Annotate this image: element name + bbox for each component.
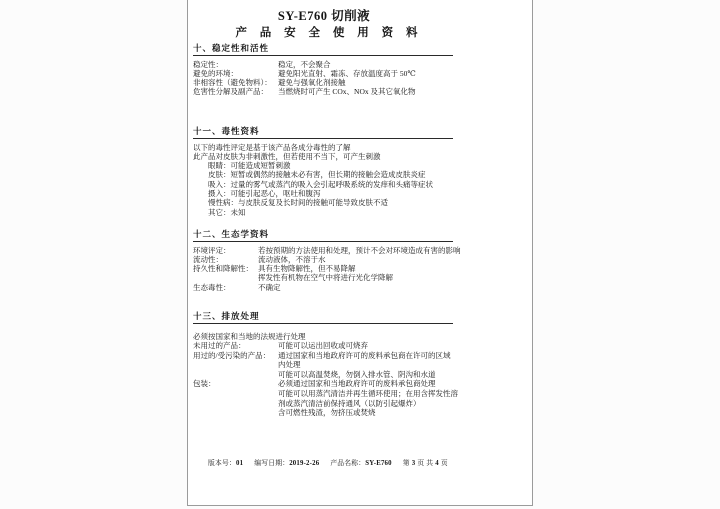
field-row: [193, 351, 528, 380]
page-prefix: 第: [402, 460, 410, 467]
toxicity-item: 摄入：可能引起恶心，呕吐和腹泻: [208, 188, 321, 198]
page-info: [403, 460, 448, 467]
field-row: [193, 78, 528, 87]
document-title: SY-E760 切削液: [277, 9, 371, 23]
field-value: 避免阳光直射、霜冻、存放温度高于 50℃: [278, 68, 416, 78]
intro-line: 必须按国家和当地的法规进行处理: [193, 331, 306, 341]
value-line: 必须通过国家和当地政府许可的废料承包商处理: [278, 379, 436, 389]
product-label: 产品名称：: [330, 460, 366, 467]
field-label: 危害性分解及副产品：: [193, 87, 268, 97]
toxicity-item: 慢性病：与皮肤反复及长时间的接触可能导致皮肤不适: [208, 198, 388, 208]
field-row: [193, 379, 528, 417]
field-row: [193, 246, 528, 255]
field-value: [278, 341, 368, 351]
field-value: [278, 379, 458, 417]
value-line: 可能可以运出回收或可烧弃: [278, 341, 368, 351]
version-label: 版本号：: [208, 460, 236, 467]
product-value: SY-E760: [365, 460, 392, 467]
toxicity-item: 其它：未知: [208, 207, 246, 217]
section-stability: [193, 44, 528, 97]
value-line: 内处理: [278, 360, 301, 370]
date-value: 2019-2-26: [289, 460, 320, 467]
section-disposal-title: 十三、排放处理: [193, 312, 453, 324]
document-subtitle: 产 品 安 全 使 用 资 料: [235, 27, 423, 39]
version-value: 01: [236, 460, 244, 467]
toxicity-item: 吸入：过量的雾气或蒸汽的吸入会引起呼吸系统的发痒和头痛等症状: [208, 179, 433, 189]
value-line: 若按预期的方法使用和处理，预计不会对环境造成有害的影响: [258, 245, 461, 255]
section-toxicity-title: 十一、毒性资料: [193, 127, 453, 139]
section-ecology: [193, 230, 528, 292]
value-line: 具有生物降解性，但不易降解: [258, 264, 356, 274]
field-row: [193, 69, 528, 78]
field-label: 生态毒性：: [193, 282, 231, 292]
date-label: 编写日期：: [254, 460, 290, 467]
field-row: [193, 60, 528, 69]
value-line: 剂或蒸汽清洁前保持通风（以防引起爆炸）: [278, 398, 421, 408]
page-number: 3: [411, 460, 416, 467]
value-line: 含可燃性残渣，勿挤压或焚烧: [278, 408, 376, 418]
field-value: 当燃烧时可产生 COx、NOx 及其它氧化物: [278, 87, 416, 97]
value-line: 流动液体，不溶于水: [258, 254, 326, 264]
field-value: 稳定，不会聚合: [278, 59, 331, 69]
total-word: 页: [440, 460, 448, 467]
section-disposal: [193, 312, 528, 418]
value-line: 通过国家和当地政府许可的废料承包商在许可的区域: [278, 350, 451, 360]
field-row: [193, 264, 528, 283]
field-label: 避免的环境：: [193, 68, 238, 78]
total-number: 4: [435, 460, 439, 467]
field-row: [193, 87, 528, 96]
field-value: 避免与强氧化剂接触: [278, 78, 346, 88]
section-stability-title: 十、稳定性和活性: [193, 44, 453, 56]
field-value: [258, 246, 461, 255]
field-label: 用过的/受污染的产品：: [193, 350, 271, 360]
field-label: 未用过的产品：: [193, 341, 246, 351]
field-label: 流动性：: [193, 254, 223, 264]
intro-line: 此产品对皮肤为非刺激性，但若使用不当下，可产生刺激: [193, 151, 381, 161]
field-label: 环境评定：: [193, 245, 231, 255]
msds-page: [187, 0, 533, 506]
field-label: 包装：: [193, 379, 216, 389]
section-toxicity: [193, 127, 528, 217]
total-prefix: 共: [426, 460, 434, 467]
toxicity-item: 眼睛：可能造成短暂刺激: [208, 161, 291, 171]
field-label: 持久性和降解性：: [193, 264, 253, 274]
toxicity-item: 皮肤：短暂或偶然的接触未必有害，但长期的接触会造成皮肤炎症: [208, 170, 426, 180]
field-value: [278, 351, 451, 380]
field-value: [258, 283, 281, 292]
page-word: 页: [417, 460, 425, 467]
value-line: 可能可以用蒸汽清洁并再生循环使用；在用含挥发性溶: [278, 389, 458, 399]
field-value: [258, 264, 393, 283]
value-line: 挥发性有机物在空气中将进行光化学降解: [258, 273, 393, 283]
value-line: 不确定: [258, 282, 281, 292]
page-footer: [208, 457, 448, 467]
section-ecology-title: 十二、生态学资料: [193, 230, 453, 242]
field-value: [258, 255, 326, 264]
field-row: [193, 341, 528, 351]
field-label: 稳定性：: [193, 59, 223, 69]
field-row: [193, 283, 528, 292]
intro-line: 以下的毒性评定是基于该产品各成分毒性的了解: [193, 142, 351, 152]
value-line: 可能可以高温焚烧，勿倒入排水管、阴沟和水道: [278, 369, 436, 379]
field-label: 非相容性（避免物料）：: [193, 78, 272, 88]
field-row: [193, 255, 528, 264]
